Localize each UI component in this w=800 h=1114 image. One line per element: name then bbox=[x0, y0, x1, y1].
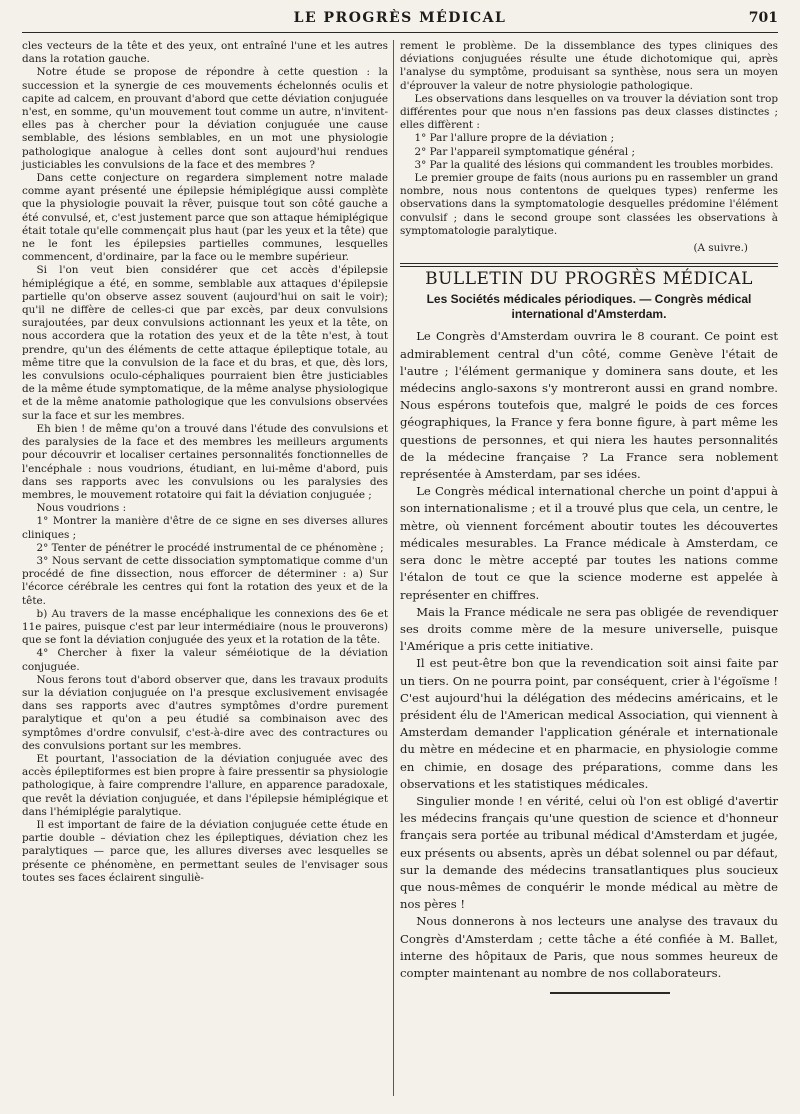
paragraph: Si l'on veut bien considérer que cet accès d'épilepsie hémiplégique a été, en somme, semblable aux attaques d'épilepsie partielle qu'on observe assez souvent (aujourd'hui on sait le voir); qu'il ne diffère de celles-ci que par excès, par deux convulsions surajoutées, par deux convulsions actionnant les yeux et la tête, on nous accordera que la rotation des yeux et de la tête n'est, à tout prendre, qu'un des éléments de cette attaque épileptique totale, au même titre que la convulsion de la face et du bras, et que, dès lors, les convulsions oculo-céphaliques pourraient bien être justiciables de la même étude symptomatique, de la même analyse physiologique et de la même anatomie pathologique que les convulsions observées sur la face et sur les membres. bbox=[22, 264, 388, 422]
list-item: 3° Nous servant de cette dissociation symptomatique comme d'un procédé de fine dissection, nous efforcer de déterminer : a) Sur l'écorce cérébrale les centres qui font la rotation des yeux et de la tête. bbox=[22, 554, 388, 607]
list-item: 1° Par l'allure propre de la déviation ; bbox=[414, 132, 615, 145]
list-item: 4° Chercher à fixer la valeur séméiotique de la déviation conjuguée. bbox=[22, 647, 388, 673]
paragraph: Nous ferons tout d'abord observer que, dans les travaux produits sur la déviation conjuguée on l'a presque exclusivement envisagée dans ses rapports avec d'autres symptômes d'ordre purement paralytique et qu'on a peu étudié sa combinaison avec des symptômes d'ordre convulsif, c'est-à-dire avec des contractures ou des convulsions portant sur les membres. bbox=[22, 673, 388, 752]
paragraph: Nous voudrions : bbox=[36, 502, 127, 515]
end-rule bbox=[550, 992, 670, 994]
journal-title: LE PROGRÈS MÉDICAL bbox=[293, 10, 507, 26]
objectives-list bbox=[22, 515, 388, 673]
paragraph: Il est peut-être bon que la revendication soit ainsi faite par un tiers. On ne pourra point, par conséquent, crier à l'égoïsme ! C'est aujourd'hui la délégation des médecins américains, et le président élu de l'American medical Association, qui viennent à Amsterdam demander l'application générale et internationale du mètre en médecine et en pharmacie, en physiologie comme en chimie, en dosage des préparations, comme dans les observations et les statistiques médicales. bbox=[400, 656, 778, 791]
list-item: b) Au travers de la masse encéphalique les connexions des 6e et 11e paires, puisque c'est par leur intermédiaire (nous le prouverons) que se font la déviation conjuguée des yeux et la rotation de la tête. bbox=[22, 607, 388, 647]
paragraph: Notre étude se propose de répondre à cette question : la succession et la synergie de ces mouvements échelonnés oculis et capite ad calcem, en prouvant d'abord que cette déviation conjuguée n'est, en somme, qu'un mouvement tout comme un autre, n'invitent-elles pas à chercher pour la déviation conjuguée une cause semblable, des lésions semblables, en un mot une physiologie pathologique analogue à celles dont sont aujourd'hui rendues justiciables les convulsions de la face et des membres ? bbox=[22, 66, 388, 171]
to-be-continued: (A suivre.) bbox=[693, 242, 748, 255]
right-column bbox=[400, 40, 778, 994]
paragraph: Dans cette conjecture on regardera simplement notre malade comme ayant présenté une épilepsie hémiplégique aussi complète que la physiologie pouvait la rêver, puisque tout son côté gauche a été convulsé, et, c'est justement parce que son attaque hémiplégique était totale qu'elle commençait plus haut (par les yeux et la tête) que ne le font les épilepsies partielles communes, lesquelles commencent, d'ordinaire, par la face ou le membre supérieur. bbox=[22, 172, 388, 264]
bulletin-body bbox=[400, 328, 778, 982]
list-item: 1° Montrer la manière d'être de ce signe en ses diverses allures cliniques ; bbox=[22, 515, 388, 541]
paragraph: Il est important de faire de la déviation conjuguée cette étude en partie double – déviation chez les épileptiques, déviation chez les paralytiques — parce que, les allures diverses avec lesquelles se présente ce phénomène, en permettant seules de l'envisager sous toutes ses faces éclairent singuliè- bbox=[22, 818, 388, 884]
paragraph: Nous donnerons à nos lecteurs une analyse des travaux du Congrès d'Amsterdam ; cette tâche a été confiée à M. Ballet, interne des hôpitaux de Paris, que nous sommes heureux de compter maintenant au nombre de nos collaborateurs. bbox=[400, 914, 778, 980]
paragraph: rement le problème. De la dissemblance des types cliniques des déviations conjuguées résulte une étude dichotomique qui, après l'analyse du symptôme, produisant sa synthèse, nous sera un moyen d'éprouver la valeur de notre physiologie pathologique. bbox=[400, 40, 778, 92]
column-divider bbox=[393, 40, 394, 1096]
list-item: 3° Par la qualité des lésions qui commandent les troubles morbides. bbox=[414, 158, 774, 171]
paragraph: Mais la France médicale ne sera pas obligée de revendiquer ses droits comme mère de la mesure universelle, puisque l'Amérique a pris cette initiative. bbox=[400, 604, 778, 654]
paragraph: Les observations dans lesquelles on va trouver la déviation sont trop différentes pour que nous n'en fassions pas deux classes distinctes ; elles diffèrent : bbox=[400, 92, 778, 132]
paragraph: Singulier monde ! en vérité, celui où l'on est obligé d'avertir les médecins français qu'une question de science et d'honneur français sera portée au tribunal médical d'Amsterdam et jugée, eux présents ou absents, après un débat solennel ou par défaut, sur la demande des médecins transatlantiques plus soucieux que nous-mêmes de conquérir le monde médical au mètre de nos pères ! bbox=[400, 793, 778, 912]
paragraph: Le premier groupe de faits (nous aurions pu en rassembler un grand nombre, nous nous contentons de quelques types) renferme les observations dans la symptomatologie desquelles prédomine l'élément convulsif ; dans le second groupe sont classées les observations à symptomatologie paralytique. bbox=[400, 172, 778, 237]
article-title: Les Sociétés médicales périodiques. — Congrès médical international d'Amsterdam. bbox=[426, 292, 752, 322]
list-item: 2° Par l'appareil symptomatique général ; bbox=[414, 145, 635, 158]
paragraph: Le Congrès d'Amsterdam ouvrira le 8 courant. Ce point est admirablement central d'un côté, comme Genève l'était de l'autre ; l'élément germanique y dominera sans doute, et les médecins anglo-saxons s'y montreront aussi en grand nombre. Nous espérons toutefois que, malgré le poids de ces forces géographiques, la France y fera bonne figure, à part même les questions de personnes, et qui niera les hautes personnalités de la médecine française ? La France sera noblement représentée à Amsterdam, par ses idées. bbox=[400, 329, 778, 482]
differences-list bbox=[400, 132, 778, 172]
paragraph: cles vecteurs de la tête et des yeux, ont entraîné l'une et les autres dans la rotation gauche. bbox=[22, 40, 388, 66]
running-header bbox=[22, 6, 778, 33]
left-column bbox=[22, 40, 388, 885]
paragraph: Eh bien ! de même qu'on a trouvé dans l'étude des convulsions et des paralysies de la face et des membres les meilleurs arguments pour découvrir et localiser certaines personnalités fonctionnelles de l'encéphale : nous voudrions, étudiant, en lui-même d'abord, puis dans ses rapports avec les convulsions ou les paralysies des membres, le mouvement rotatoire qui fait la déviation conjuguée ; bbox=[22, 422, 388, 501]
list-item: 2° Tenter de pénétrer le procédé instrumental de ce phénomène ; bbox=[36, 541, 384, 554]
bulletin-heading: BULLETIN DU PROGRÈS MÉDICAL bbox=[425, 269, 753, 290]
paragraph: Et pourtant, l'association de la déviation conjuguée avec des accès épileptiformes est bien propre à faire pressentir sa physiologie pathologique, à faire comprendre l'allure, en apparence paradoxale, que revêt la déviation conjuguée, et dans l'épilepsie hémiplégique et dans l'hémiplégie paralytique. bbox=[22, 752, 388, 818]
page-number: 701 bbox=[748, 10, 778, 26]
paragraph: Le Congrès médical international cherche un point d'appui à son internationalisme ; et il a trouvé plus que cela, un centre, le mètre, où viennent forcément aboutir toutes les découvertes médicales mesurables. La France médicale à Amsterdam, ce sera donc le mètre accepté par toutes les nations comme l'étalon de tout ce que la science moderne est appelée à représenter en chiffres. bbox=[400, 484, 778, 602]
section-rule bbox=[400, 263, 778, 267]
